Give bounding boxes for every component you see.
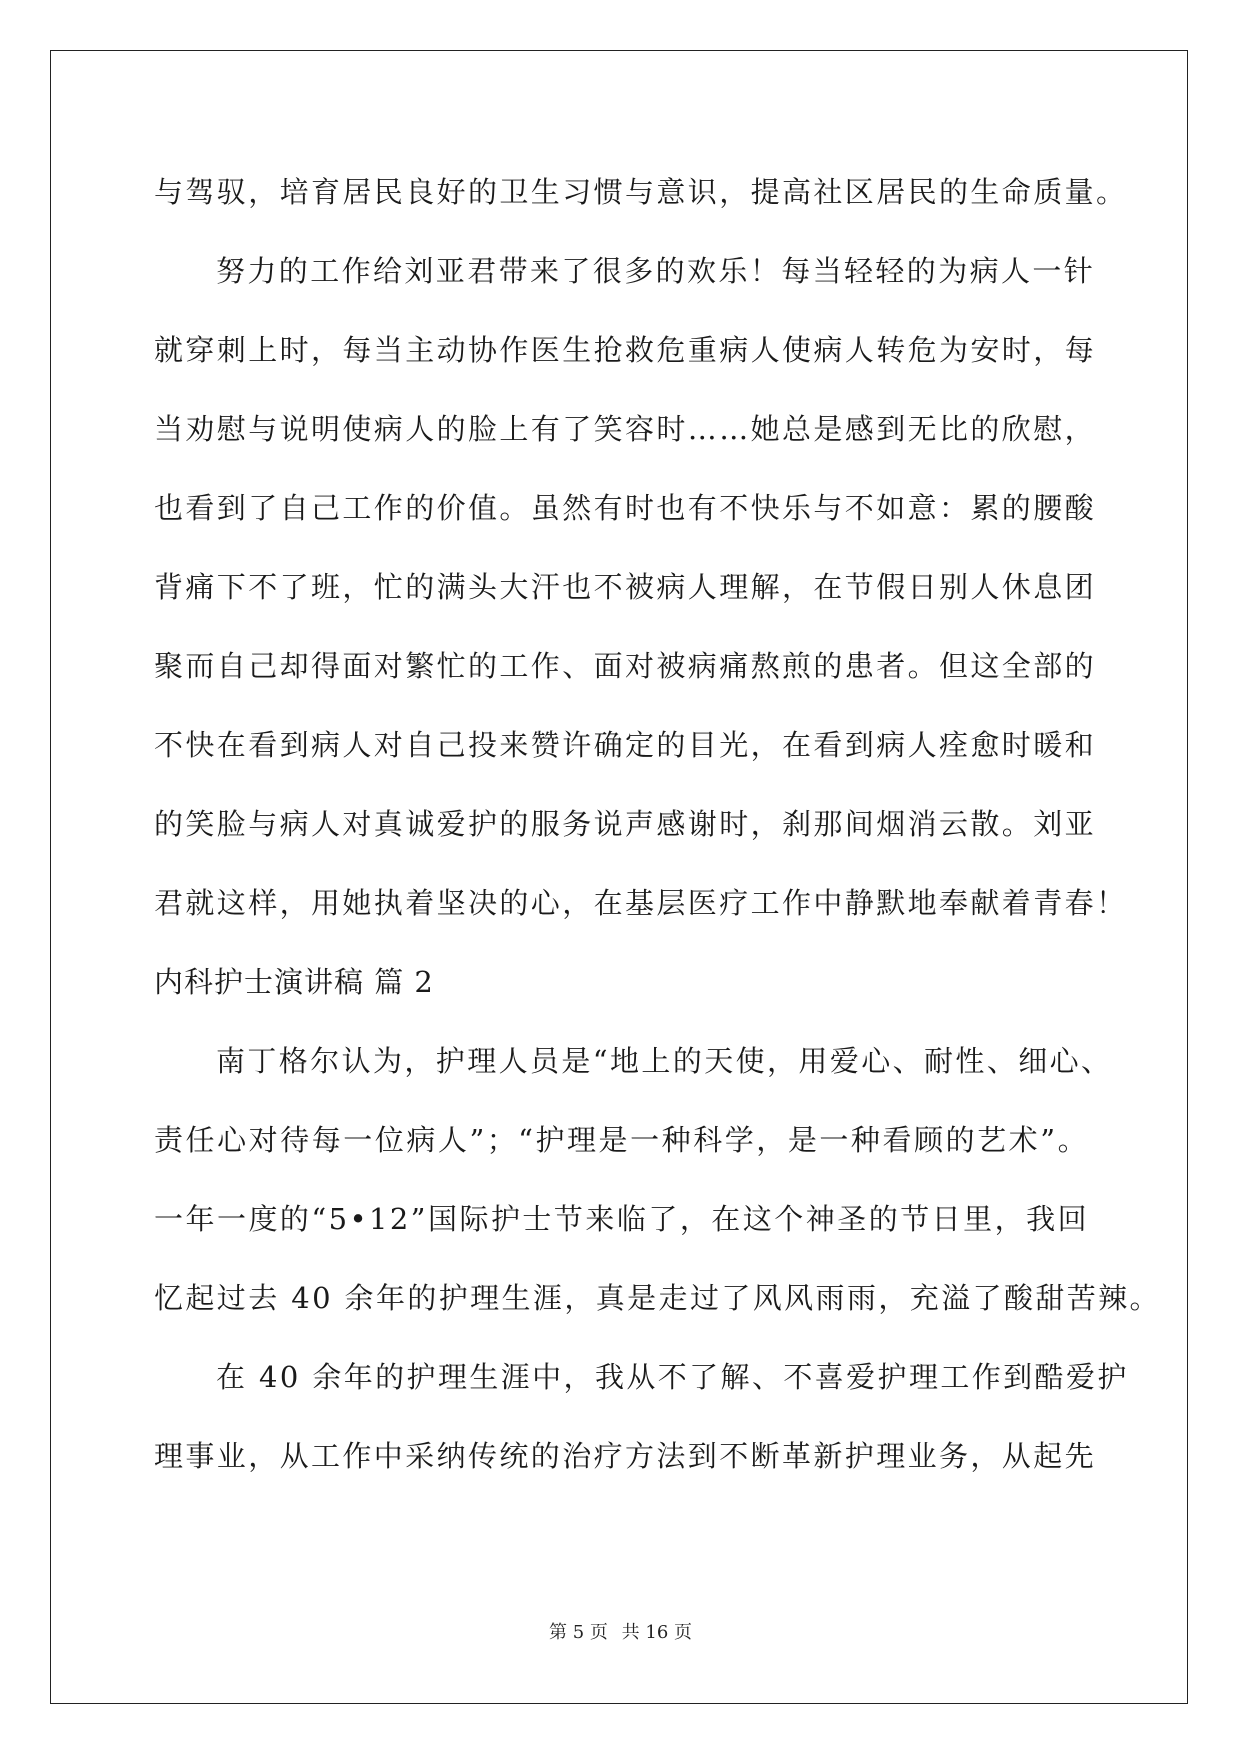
- text-line: 与驾驭，培育居民良好的卫生习惯与意识，提高社区居民的生命质量。: [154, 175, 1128, 209]
- text-line: 努力的工作给刘亚君带来了很多的欢乐！每当轻轻的为病人一针: [216, 254, 1096, 288]
- document-body: [154, 160, 1161, 1503]
- text-line: 理事业，从工作中采纳传统的治疗方法到不断革新护理业务，从起先: [154, 1439, 1097, 1473]
- text-line: 在 40 余年的护理生涯中，我从不了解、不喜爱护理工作到酷爱护: [216, 1360, 1129, 1394]
- text-line: 南丁格尔认为，护理人员是“地上的天使，用爱心、耐性、细心、: [216, 1044, 1113, 1078]
- page-total: 共 16 页: [621, 1622, 692, 1643]
- text-line: 君就这样，用她执着坚决的心，在基层医疗工作中静默地奉献着青春！: [154, 886, 1128, 920]
- page-number: 第 5 页: [549, 1622, 608, 1643]
- text-line: 也看到了自己工作的价值。虽然有时也有不快乐与不如意：累的腰酸: [154, 491, 1097, 525]
- text-line: 一年一度的“5•12”国际护士节来临了，在这个神圣的节日里，我回: [154, 1202, 1089, 1236]
- text-line: 背痛下不了班，忙的满头大汗也不被病人理解，在节假日别人休息团: [154, 570, 1097, 604]
- text-line: 当劝慰与说明使病人的脸上有了笑容时……她总是感到无比的欣慰，: [154, 412, 1097, 446]
- text-line: 忆起过去 40 余年的护理生涯，真是走过了风风雨雨，充溢了酸甜苦辣。: [154, 1281, 1161, 1315]
- section-heading: 内科护士演讲稿 篇 2: [154, 965, 434, 999]
- text-line: 的笑脸与病人对真诚爱护的服务说声感谢时，刹那间烟消云散。刘亚: [154, 807, 1097, 841]
- text-line: 责任心对待每一位病人”；“护理是一种科学，是一种看顾的艺术”。: [154, 1123, 1089, 1157]
- page-footer: [0, 1618, 1241, 1644]
- text-line: 就穿刺上时，每当主动协作医生抢救危重病人使病人转危为安时，每: [154, 333, 1097, 367]
- text-line: 聚而自己却得面对繁忙的工作、面对被病痛熬煎的患者。但这全部的: [154, 649, 1097, 683]
- text-line: 不快在看到病人对自己投来赞许确定的目光，在看到病人痊愈时暖和: [154, 728, 1097, 762]
